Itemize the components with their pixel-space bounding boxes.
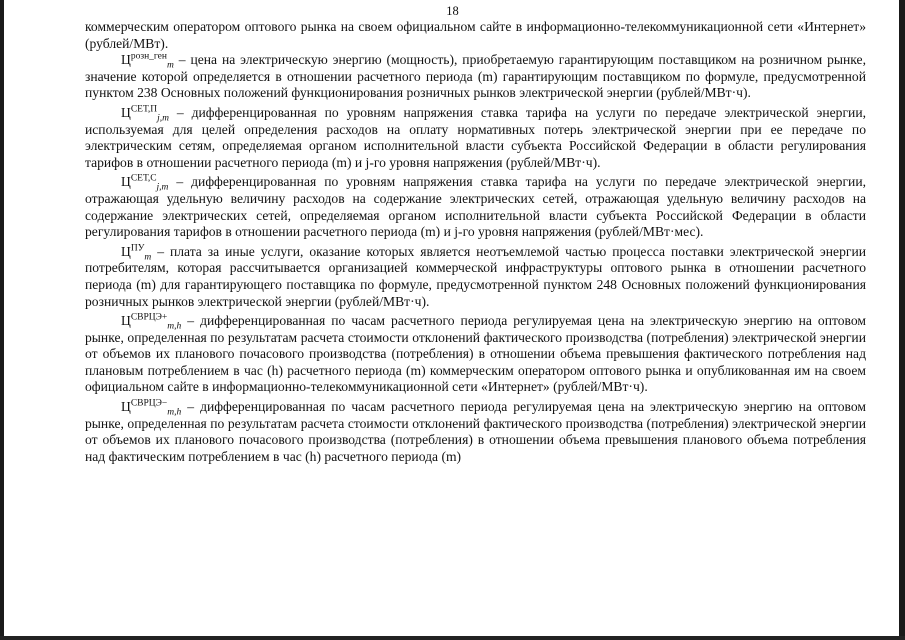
definition-paragraph-svrtse-minus	[85, 399, 866, 465]
definition-paragraph-pu	[85, 244, 866, 310]
symbol-base: Ц	[121, 52, 131, 68]
formula-symbol	[121, 398, 182, 418]
definition-text: – плата за иные услуги, оказание которых является неотъемлемой частью процесса поставки электрической энергии потребителям, которая рассчитывается организацией коммерческой инфраструктуры оптового рынка в отношении расчетного периода (m) для гарантирующего поставщика по формуле, предусмотренной пунктом 248 Основных положений функционирования розничных рынков электрической энергии (рублей/МВт·ч).	[85, 243, 866, 309]
scan-border-bottom	[0, 636, 905, 640]
symbol-superscript: СЕТ,П	[130, 104, 158, 115]
symbol-base: Ц	[121, 174, 131, 190]
definition-paragraph-rozn-gen	[85, 52, 866, 102]
formula-symbol	[121, 173, 169, 194]
scan-border-left	[0, 0, 4, 640]
symbol-superscript: розн_ген	[130, 51, 167, 62]
definition-paragraph-svrtse-plus	[85, 313, 866, 396]
symbol-base: Ц	[121, 243, 131, 259]
definition-text: – дифференцированная по уровням напряжения ставка тарифа на услуги по передаче электрической энергии, отражающая удельную величину расходов на содержание электрических сетей, отражающая удельную величину расходов на содержание электрических сетей, определяемая органом исполнительной власти субъекта Российской Федерации в области регулирования тарифов в отношении расчетного периода (m) и j-го уровня напряжения (рублей/МВт·мес).	[85, 174, 866, 240]
symbol-base: Ц	[121, 104, 131, 120]
definition-text: – цена на электрическую энергию (мощность), приобретаемую гарантирующим поставщиком на розничном рынке, значение которой определяется в отношении расчетного периода (m) гарантирующим поставщиком по формуле, предусмотренной пунктом 238 Основных положений функционирования розничных рынков электрической энергии (рублей/МВт·ч).	[85, 52, 866, 101]
formula-symbol	[121, 104, 169, 124]
paragraph-text: коммерческим оператором оптового рынка на своем официальном сайте в информационно-телекоммуникационной сети «Интернет» (рублей/МВт).	[85, 19, 866, 51]
symbol-superscript: СЕТ,С	[130, 173, 157, 184]
formula-symbol	[121, 51, 174, 71]
symbol-subscript: m,h	[167, 321, 182, 332]
definition-text: – дифференцированная по часам расчетного периода регулируемая цена на электрическую энергию на оптовом рынке, определенная по результатам расчета стоимости отклонений фактического производства (потребления) электрической энергии от объемов их планового почасового производства (потребления) в отношении объема превышения планового объема потребления над фактическим потреблением в час (h) расчетного периода (m)	[85, 399, 866, 464]
definition-paragraph-set-p	[85, 105, 866, 171]
scan-border-right	[899, 0, 905, 640]
page-number: 18	[446, 4, 459, 18]
document-body	[85, 19, 866, 465]
symbol-base: Ц	[121, 399, 131, 415]
symbol-subscript: j,m	[156, 183, 169, 194]
formula-symbol	[121, 312, 182, 332]
definition-text: – дифференцированная по часам расчетного периода регулируемая цена на электрическую энергию на оптовом рынке, определенная по результатам расчета стоимости отклонений фактического производства (потребления) электрической энергии от объемов их планового почасового производства (потребления) в отношении объема превышения фактического потребления над плановым потреблением в час (h) расчетного периода (m) коммерческим оператором оптового рынка и опубликованная им на своем официальном сайте в информационно-телекоммуникационной сети «Интернет» (рублей/МВт·ч).	[85, 313, 866, 395]
paragraph-continuation	[85, 19, 866, 52]
symbol-subscript: m	[167, 60, 174, 71]
symbol-subscript: m	[144, 252, 152, 263]
formula-symbol	[121, 243, 152, 263]
symbol-base: Ц	[121, 313, 131, 329]
definition-text: – дифференцированная по уровням напряжения ставка тарифа на услуги по передаче электрической энергии, используемая для целей определения расходов на оплату нормативных потерь электрической энергии при ее передаче по электрическим сетям, определяемая органом исполнительной власти субъекта Российской Федерации в области регулирования тарифов в отношении расчетного периода (m) и j-го уровня напряжения (рублей/МВт·ч).	[85, 104, 866, 170]
definition-paragraph-set-s	[85, 174, 866, 240]
symbol-superscript: СВРЦЭ−	[130, 398, 168, 409]
symbol-subscript: m,h	[167, 407, 182, 418]
symbol-superscript: ПУ	[130, 243, 145, 254]
symbol-superscript: СВРЦЭ+	[130, 312, 168, 323]
symbol-subscript: j,m	[157, 113, 169, 124]
